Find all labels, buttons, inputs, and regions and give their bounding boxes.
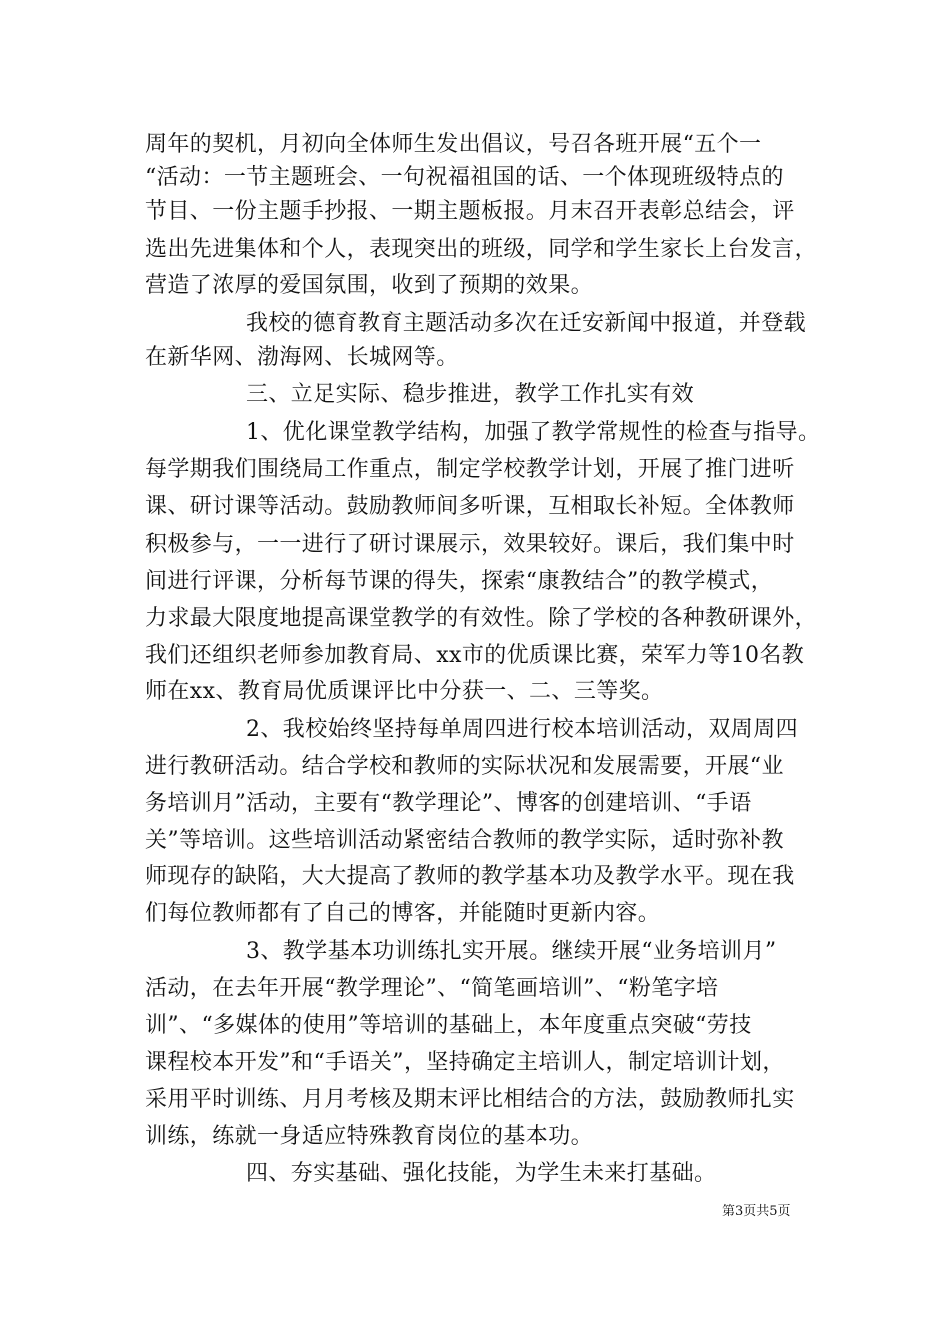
text-line: 训”、“多媒体的使用”等培训的基础上，本年度重点突破“劳技 xyxy=(145,1013,752,1038)
text-line: 选出先进集体和个人，表现突出的班级，同学和学生家长上台发言， xyxy=(145,237,818,262)
text-line: 在新华网、渤海网、长城网等。 xyxy=(145,345,459,370)
section-heading: 四、夯实基础、强化技能，为学生未来打基础。 xyxy=(246,1161,717,1186)
text-line: 我们还组织老师参加教育局、xx市的优质课比赛，荣军力等10名教 xyxy=(145,643,805,668)
text-line: 力求最大限度地提高课堂教学的有效性。除了学校的各种教研课外， xyxy=(145,606,818,631)
paragraph-first-line: 2、我校始终坚持每单周四进行校本培训活动，双周周四 xyxy=(246,717,798,742)
page-number-footer: 第3页共5页 xyxy=(722,1204,791,1219)
text-line: 积极参与，一一进行了研讨课展示，效果较好。课后，我们集中时 xyxy=(145,532,795,557)
paragraph-first-line: 1、优化课堂教学结构，加强了教学常规性的检查与指导。 xyxy=(246,420,821,445)
text-line: 进行教研活动。结合学校和教师的实际状况和发展需要，开展“业 xyxy=(145,754,784,779)
text-line: 每学期我们围绕局工作重点，制定学校教学计划，开展了推门进听 xyxy=(145,457,795,482)
text-line: 师在xx、教育局优质课评比中分获一、二、三等奖。 xyxy=(145,679,664,704)
text-line: 关”等培训。这些培训活动紧密结合教师的教学实际，适时弥补教 xyxy=(145,828,784,853)
text-line: 间进行评课，分析每节课的得失，探索“康教结合”的教学模式， xyxy=(145,569,774,594)
paragraph-first-line: 3、教学基本功训练扎实开展。继续开展“业务培训月” xyxy=(246,939,777,964)
text-line: 务培训月”活动，主要有“教学理论”、博客的创建培训、“手语 xyxy=(145,791,752,816)
text-line: 采用平时训练、月月考核及期末评比相结合的方法，鼓励教师扎实 xyxy=(145,1087,795,1112)
text-line: 周年的契机，月初向全体师生发出倡议，号召各班开展“五个一 xyxy=(145,132,762,157)
text-line: 们每位教师都有了自己的博客，并能随时更新内容。 xyxy=(145,901,661,926)
text-line: 训练，练就一身适应特殊教育岗位的基本功。 xyxy=(145,1124,594,1149)
text-line: 课、研讨课等活动。鼓励教师间多听课，互相取长补短。全体教师 xyxy=(145,494,795,519)
section-heading: 三、立足实际、稳步推进，教学工作扎实有效 xyxy=(246,382,695,407)
text-line: 课程校本开发”和“手语关”，坚持确定主培训人，制定培训计划， xyxy=(145,1050,785,1075)
text-line: 营造了浓厚的爱国氛围，收到了预期的效果。 xyxy=(145,273,594,298)
paragraph-first-line: 我校的德育教育主题活动多次在迁安新闻中报道，并登载 xyxy=(246,311,807,336)
text-line: 节目、一份主题手抄报、一期主题板报。月末召开表彰总结会，评 xyxy=(145,199,795,224)
text-line: “活动：一节主题班会、一句祝福祖国的话、一个体现班级特点的 xyxy=(145,165,784,190)
text-line: 活动，在去年开展“教学理论”、“简笔画培训”、“粉笔字培 xyxy=(145,976,719,1001)
text-line: 师现存的缺陷，大大提高了教师的教学基本功及教学水平。现在我 xyxy=(145,864,795,889)
